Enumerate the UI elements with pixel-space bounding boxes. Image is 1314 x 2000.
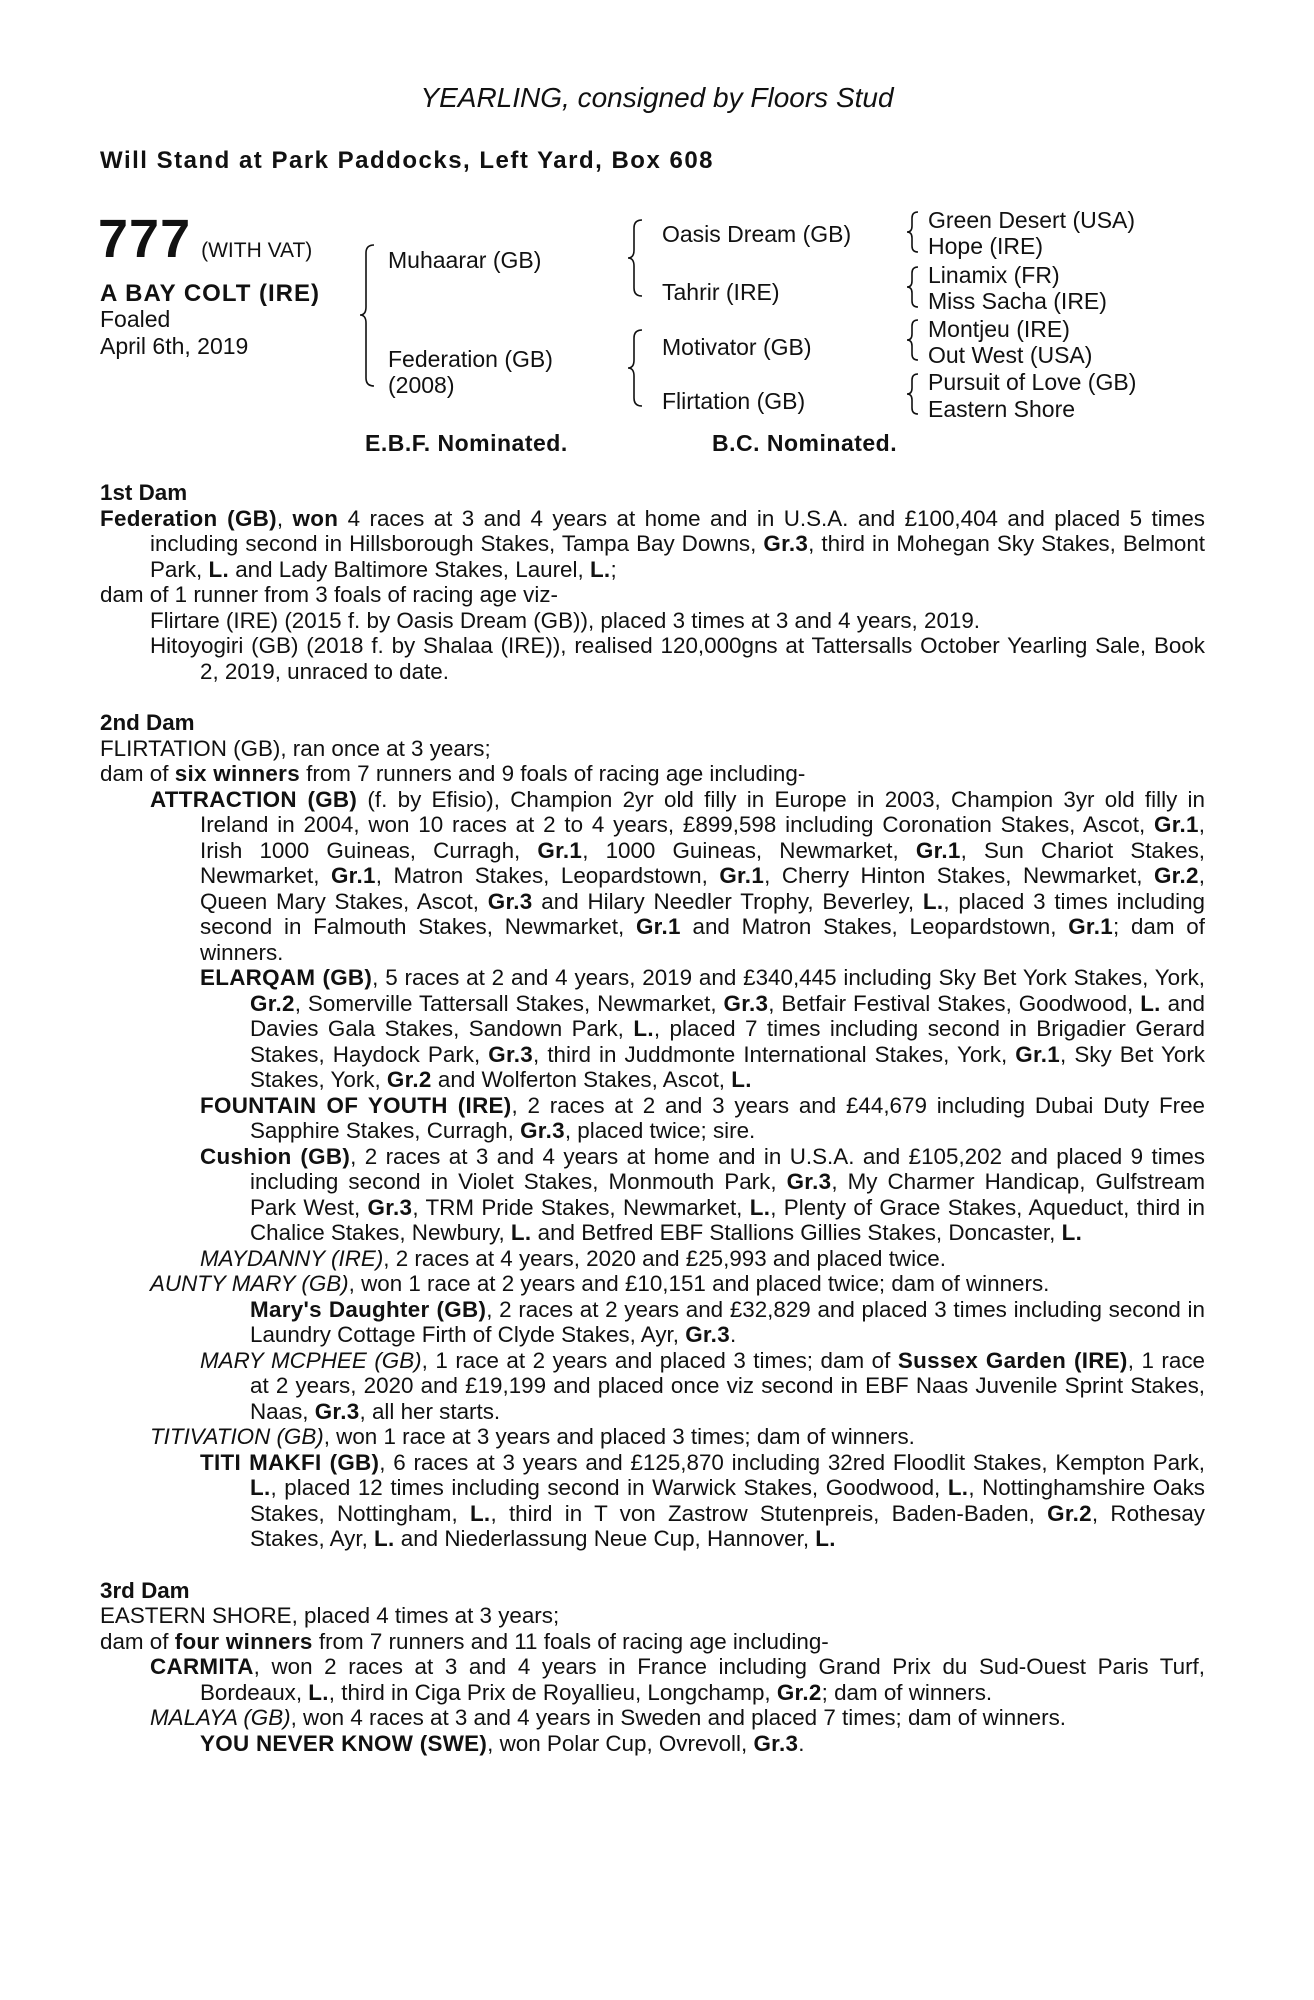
record-text: , 2 races at 3 and 4 years at home and in U.S.A. and £105,202 and placed 9 times including second in Violet Stakes, Monmouth Park, (250, 1143, 1205, 1194)
record-text: , placed twice; sire. (564, 1118, 756, 1143)
third-dam-line: EASTERN SHORE, placed 4 times at 3 years; (100, 1603, 560, 1628)
grade-label: Gr.3 (685, 1322, 730, 1347)
listed-label: L. (731, 1067, 752, 1092)
record-text: , Somerville Tattersall Stakes, Newmarket, (294, 990, 724, 1016)
listed-label: L. (633, 1016, 654, 1041)
second-dam-line: FLIRTATION (GB), ran once at 3 years; (100, 735, 491, 761)
horse-name: CARMITA (150, 1654, 254, 1679)
progeny-malaya (100, 1705, 1205, 1731)
grade-label: Gr.1 (915, 837, 961, 863)
first-dam-heading: 1st Dam (100, 480, 188, 505)
first-dam-won: won (292, 505, 339, 531)
listed-label: L. (947, 1475, 969, 1500)
horse-description: A BAY COLT (IRE) (100, 280, 321, 307)
summary-winners: six winners (174, 761, 300, 786)
record-text: , placed 7 times including second in Brigadier Gerard Stakes, Haydock Park, (250, 1016, 1206, 1067)
record-text: , Sun Chariot Stakes, Newmarket, (200, 837, 1205, 888)
consignment-line: YEARLING, consigned by Floors Stud (420, 82, 894, 113)
pedigree-gg-4: Miss Sacha (IRE) (928, 288, 1107, 314)
horse-name: MARY MCPHEE (GB) (200, 1347, 422, 1373)
listed-label: L. (922, 888, 944, 914)
pedigree-gg-2: Hope (IRE) (928, 233, 1044, 259)
listed-label: L. (815, 1526, 836, 1551)
record-text: , My Charmer Handicap, Gulfstream Park West, (250, 1169, 1205, 1220)
horse-name: FOUNTAIN OF YOUTH (IRE) (200, 1092, 512, 1118)
grade-label: Gr.1 (330, 863, 376, 888)
pedigree-dam-sire: Motivator (GB) (662, 334, 812, 360)
record-text: , third in T von Zastrow Stutenpreis, Baden-Baden, (490, 1500, 1048, 1526)
spacer (100, 684, 1205, 710)
record-text: (f. by Efisio), Champion 2yr old filly in Europe in 2003, Champion 3yr old filly in Ireland in 2004, won 10 races at 2 to 4 years, £899,598 including Coronation Stakes, Ascot, (200, 786, 1205, 837)
listed-label: L. (208, 556, 229, 582)
pedigree-sire: Muhaarar (GB) (388, 247, 542, 273)
progeny-titi-makfi (100, 1450, 1205, 1552)
grade-label: Gr.1 (1015, 1041, 1061, 1067)
pedigree-gg-8: Eastern Shore (928, 396, 1076, 422)
pedigree-dam-dam: Flirtation (GB) (662, 388, 806, 414)
pedigree-bracket-main (362, 243, 378, 388)
record-end: . (729, 1322, 737, 1347)
record-text: ; dam of winners. (200, 914, 1205, 965)
record-text: , 2 races at 2 and 3 years and £44,679 including Dubai Duty Free Sapphire Stakes, Curragh, (250, 1092, 1205, 1143)
grade-label: Gr.1 (537, 837, 583, 863)
pedigree-bracket-dam (630, 328, 646, 408)
listed-label: L. (250, 1475, 271, 1500)
progeny-fountain-of-youth (100, 1093, 1205, 1144)
third-dam-heading: 3rd Dam (100, 1577, 190, 1603)
horse-name: Cushion (GB) (200, 1143, 351, 1169)
pedigree-gg-6: Out West (USA) (928, 342, 1093, 368)
foaled-label: Foaled (100, 306, 171, 332)
record-text: , third in Ciga Prix de Royallieu, Longchamp, (328, 1679, 777, 1705)
progeny-hitoyogiri: Hitoyogiri (GB) (2018 f. by Shalaa (IRE)), realised 120,000gns at Tattersalls October Yearling Sale, Book 2, 2019, unraced to date. (150, 633, 1205, 684)
pedigree-bracket-gg3 (907, 318, 921, 362)
horse-name: TITI MAKFI (GB) (200, 1449, 380, 1475)
pedigree-gg-7: Pursuit of Love (GB) (928, 369, 1137, 395)
progeny-carmita (100, 1654, 1205, 1705)
grade-label: Gr.3 (763, 531, 809, 556)
progeny-maydanny (100, 1246, 1205, 1272)
record-text: , all her starts. (359, 1398, 501, 1424)
horse-name: ATTRACTION (GB) (150, 786, 358, 812)
record-text: and Davies Gala Stakes, Sandown Park, (250, 990, 1205, 1041)
progeny-elarqam (100, 965, 1205, 1093)
listed-label: L. (749, 1194, 771, 1220)
pedigree-dam-year: (2008) (388, 372, 455, 398)
pedigree-bracket-sire (630, 218, 646, 298)
pedigree-gg-3: Linamix (FR) (928, 262, 1060, 288)
summary-post: from 7 runners and 9 foals of racing age including- (299, 761, 806, 786)
first-dam-record (100, 506, 1205, 583)
progeny-marys-daughter (100, 1297, 1205, 1348)
pedigree-bracket-gg1 (907, 210, 921, 254)
listed-label: L. (1140, 990, 1161, 1016)
grade-label: Gr.2 (1047, 1500, 1092, 1526)
dam-records (100, 480, 1205, 1756)
first-dam-text-3: and Lady Baltimore Stakes, Laurel, (228, 556, 590, 582)
progeny-flirtare: Flirtare (IRE) (2015 f. by Oasis Dream (GB)), placed 3 times at 3 and 4 years, 2019. (150, 607, 981, 633)
record-text: and Matron Stakes, Leopardstown, (680, 914, 1069, 939)
lot-heading (98, 208, 312, 270)
record-text: , Sky Bet York Stakes, York, (250, 1041, 1205, 1092)
progeny-attraction (100, 787, 1205, 966)
listed-label: L. (510, 1220, 532, 1245)
first-dam-summary: dam of 1 runner from 3 foals of racing age viz- (100, 582, 558, 607)
progeny-aunty-mary (100, 1271, 1205, 1297)
second-dam-heading: 2nd Dam (100, 710, 195, 735)
pedigree-sire-sire: Oasis Dream (GB) (662, 221, 852, 247)
record-text: and Wolferton Stakes, Ascot, (431, 1067, 732, 1092)
second-dam-summary (100, 761, 1205, 787)
progeny-you-never-know (100, 1731, 1205, 1757)
grade-label: Gr.3 (487, 888, 533, 914)
grade-label: Gr.2 (250, 990, 295, 1016)
record-text: , 1000 Guineas, Newmarket, (582, 837, 916, 863)
record-text: , won 1 race at 3 years and placed 3 times; dam of winners. (323, 1424, 915, 1449)
progeny-cushion (100, 1144, 1205, 1246)
grade-label: Gr.3 (753, 1730, 799, 1756)
record-text: , Matron Stakes, Leopardstown, (375, 863, 720, 888)
listed-label: L. (308, 1679, 329, 1705)
record-text: , 6 races at 3 years and £125,870 including 32red Floodlit Stakes, Kempton Park, (379, 1449, 1205, 1475)
stand-location: Will Stand at Park Paddocks, Left Yard, Box 608 (100, 147, 715, 174)
record-text: , won 1 race at 2 years and £10,151 and placed twice; dam of winners. (348, 1271, 1050, 1296)
record-text: , won Polar Cup, Ovrevoll, (487, 1730, 754, 1756)
record-text: , 2 races at 4 years, 2020 and £25,993 and placed twice. (383, 1245, 946, 1271)
pedigree-gg-5: Montjeu (IRE) (928, 316, 1070, 342)
grade-label: Gr.2 (1153, 863, 1199, 888)
summary-winners: four winners (174, 1628, 313, 1654)
first-dam-end: ; (610, 556, 617, 582)
grade-label: Gr.3 (723, 990, 769, 1016)
listed-label: L. (1061, 1220, 1083, 1245)
record-text: , third in Juddmonte International Stakes, York, (533, 1041, 1016, 1067)
pedigree-bracket-gg4 (907, 372, 921, 416)
listed-label: L. (374, 1526, 395, 1551)
horse-name: YOU NEVER KNOW (SWE) (200, 1730, 488, 1756)
bc-nominated: B.C. Nominated. (712, 430, 898, 456)
listed-label: L. (469, 1500, 491, 1526)
pedigree-sire-dam: Tahrir (IRE) (662, 279, 780, 305)
horse-name: Sussex Garden (IRE) (897, 1347, 1128, 1373)
record-text: , won 2 races at 3 and 4 years in France including Grand Prix du Sud-Ouest Paris Turf, Bordeaux, (200, 1654, 1205, 1705)
first-dam-name: Federation (GB) (100, 505, 277, 531)
horse-name: MAYDANNY (IRE) (200, 1245, 384, 1271)
record-text: and Hilary Needler Trophy, Beverley, (532, 888, 923, 914)
progeny-mary-mcphee (100, 1348, 1205, 1425)
horse-name: TITIVATION (GB) (150, 1424, 324, 1449)
grade-label: Gr.3 (314, 1398, 360, 1424)
record-text: and Betfred EBF Stallions Gillies Stakes, Doncaster, (531, 1220, 1062, 1245)
record-text: , Irish 1000 Guineas, Curragh, (200, 812, 1205, 863)
grade-label: Gr.3 (367, 1194, 413, 1220)
grade-label: Gr.3 (520, 1118, 565, 1143)
grade-label: Gr.3 (786, 1169, 832, 1194)
record-text: , won 4 races at 3 and 4 years in Sweden and placed 7 times; dam of winners. (290, 1705, 1067, 1730)
record-text: and Niederlassung Neue Cup, Hannover, (394, 1526, 816, 1551)
first-dam-text-2: , third in Mohegan Sky Stakes, Belmont Park, (150, 531, 1205, 582)
grade-label: Gr.2 (776, 1679, 822, 1705)
record-text: , Rothesay Stakes, Ayr, (250, 1500, 1205, 1551)
record-text: , Cherry Hinton Stakes, Newmarket, (764, 863, 1154, 888)
grade-label: Gr.3 (488, 1041, 534, 1067)
record-text: , placed 3 times including second in Falmouth Stakes, Newmarket, (200, 888, 1205, 939)
record-text: ; dam of winners. (821, 1679, 993, 1705)
record-text: , TRM Pride Stakes, Newmarket, (412, 1194, 750, 1220)
grade-label: Gr.2 (386, 1067, 432, 1092)
third-dam-summary (100, 1629, 1205, 1655)
pedigree-bracket-gg2 (907, 265, 921, 309)
record-text: , Queen Mary Stakes, Ascot, (200, 863, 1205, 914)
record-text: , Plenty of Grace Stakes, Aqueduct, third in Chalice Stakes, Newbury, (250, 1194, 1205, 1245)
listed-label: L. (589, 556, 611, 582)
horse-name: ELARQAM (GB) (200, 965, 373, 990)
record-text: , Nottinghamshire Oaks Stakes, Nottingham, (250, 1475, 1205, 1526)
record-text: , 1 race at 2 years and placed 3 times; dam of (421, 1347, 898, 1373)
vat-note: (WITH VAT) (201, 239, 313, 262)
horse-name: AUNTY MARY (GB) (150, 1271, 349, 1296)
grade-label: Gr.1 (1153, 812, 1199, 837)
summary-post: from 7 runners and 11 foals of racing age including- (312, 1628, 829, 1654)
record-end: . (798, 1730, 805, 1756)
grade-label: Gr.1 (719, 863, 765, 888)
horse-name: Mary's Daughter (GB) (250, 1296, 487, 1322)
summary-pre: dam of (100, 1628, 175, 1654)
ebf-nominated: E.B.F. Nominated. (365, 430, 568, 456)
record-text: , 1 race at 2 years, 2020 and £19,199 and placed once viz second in EBF Naas Juvenile Sprint Stakes, Naas, (250, 1347, 1205, 1424)
pedigree-gg-1: Green Desert (USA) (928, 207, 1136, 233)
sep: , (276, 505, 293, 531)
lot-number: 777 (98, 209, 192, 269)
record-text: , 5 races at 2 and 4 years, 2019 and £340,445 including Sky Bet York Stakes, York, (372, 965, 1205, 990)
record-text: , 2 races at 2 years and £32,829 and placed 3 times including second in Laundry Cottage Firth of Clyde Stakes, Ayr, (250, 1296, 1205, 1347)
record-text: , placed 12 times including second in Warwick Stakes, Goodwood, (270, 1475, 948, 1500)
first-dam-text-1: 4 races at 3 and 4 years at home and in U.S.A. and £100,404 and placed 5 times including second in Hillsborough Stakes, Tampa Bay Downs, (150, 505, 1205, 556)
grade-label: Gr.1 (635, 914, 681, 939)
summary-pre: dam of (100, 761, 175, 786)
pedigree-dam: Federation (GB) (388, 346, 553, 372)
horse-name: MALAYA (GB) (150, 1705, 291, 1730)
progeny-titivation (100, 1424, 1205, 1450)
foaled-date: April 6th, 2019 (100, 333, 249, 359)
spacer (100, 1552, 1205, 1578)
record-text: , Betfair Festival Stakes, Goodwood, (768, 990, 1141, 1016)
grade-label: Gr.1 (1068, 914, 1113, 939)
